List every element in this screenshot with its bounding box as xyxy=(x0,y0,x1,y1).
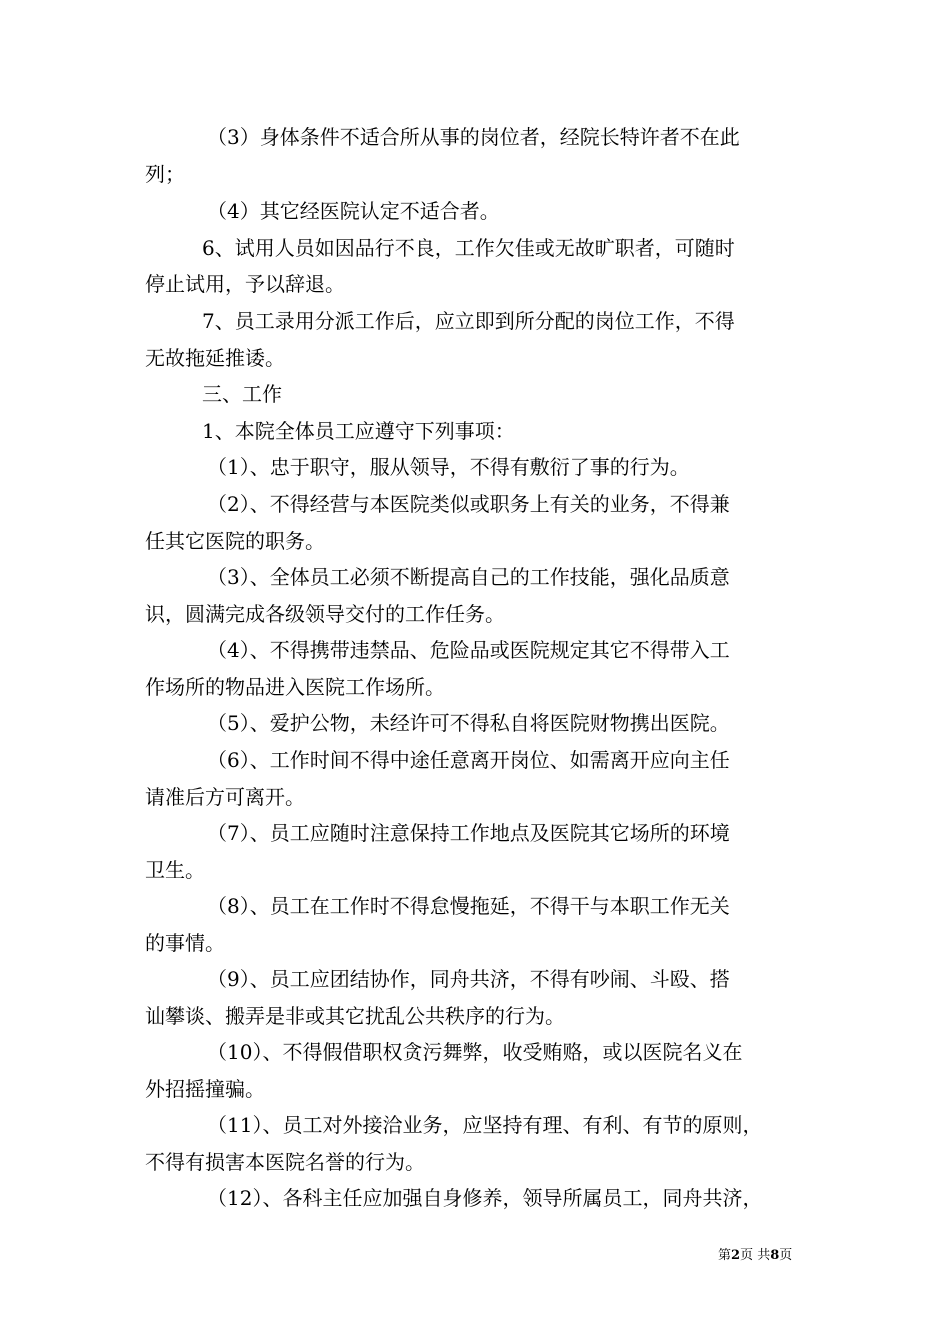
text-line: （5）、爱护公物，未经许可不得私自将医院财物携出医院。 xyxy=(207,711,730,735)
text-line: 1、本院全体员工应遵守下列事项： xyxy=(202,419,515,443)
text-line: （2）、不得经营与本医院类似或职务上有关的业务，不得兼 xyxy=(207,492,730,516)
text-line: 停止试用，予以辞退。 xyxy=(145,272,345,296)
text-line: （9）、员工应团结协作，同舟共济，不得有吵闹、斗殴、搭 xyxy=(207,967,730,991)
text-line: 外招摇撞骗。 xyxy=(145,1077,265,1101)
text-line: 的事情。 xyxy=(145,931,225,955)
footer-mid: 页 共 xyxy=(740,1248,771,1263)
current-page-number: 2 xyxy=(731,1248,741,1263)
text-line: （10）、不得假借职权贪污舞弊，收受贿赂，或以医院名义在 xyxy=(207,1040,743,1064)
text-line: 卫生。 xyxy=(145,858,205,882)
text-line: 作场所的物品进入医院工作场所。 xyxy=(145,675,445,699)
text-line: （4）其它经医院认定不适合者。 xyxy=(207,199,500,223)
section-heading: 三、工作 xyxy=(202,382,282,406)
text-line: （12）、各科主任应加强自身修养，领导所属员工，同舟共济， xyxy=(207,1186,763,1210)
text-line: 任其它医院的职务。 xyxy=(145,529,325,553)
text-line: （1）、忠于职守，服从领导，不得有敷衍了事的行为。 xyxy=(207,455,690,479)
text-line: （3）身体条件不适合所从事的岗位者，经院长特许者不在此 xyxy=(207,125,740,149)
text-line: （8）、员工在工作时不得怠慢拖延，不得干与本职工作无关 xyxy=(207,894,730,918)
total-page-number: 8 xyxy=(770,1248,780,1263)
footer-suffix: 页 xyxy=(779,1248,793,1263)
text-line: 识，圆满完成各级领导交付的工作任务。 xyxy=(145,602,505,626)
text-line: （7）、员工应随时注意保持工作地点及医院其它场所的环境 xyxy=(207,821,730,845)
text-line: 无故拖延推诿。 xyxy=(145,346,285,370)
text-line: （3）、全体员工必须不断提高自己的工作技能，强化品质意 xyxy=(207,565,730,589)
footer-prefix: 第 xyxy=(718,1248,732,1263)
text-line: 6、试用人员如因品行不良，工作欠佳或无故旷职者，可随时 xyxy=(202,236,735,260)
text-line: 讪攀谈、搬弄是非或其它扰乱公共秩序的行为。 xyxy=(145,1004,565,1028)
text-line: 不得有损害本医院名誉的行为。 xyxy=(145,1150,425,1174)
text-line: （11）、员工对外接洽业务，应坚持有理、有利、有节的原则， xyxy=(207,1113,763,1137)
text-line: 7、员工录用分派工作后，应立即到所分配的岗位工作，不得 xyxy=(202,309,735,333)
page-number-footer xyxy=(718,1248,792,1264)
text-line: 列； xyxy=(145,162,185,186)
text-line: （4）、不得携带违禁品、危险品或医院规定其它不得带入工 xyxy=(207,638,730,662)
text-line: 请准后方可离开。 xyxy=(145,785,305,809)
text-line: （6）、工作时间不得中途任意离开岗位、如需离开应向主任 xyxy=(207,748,730,772)
